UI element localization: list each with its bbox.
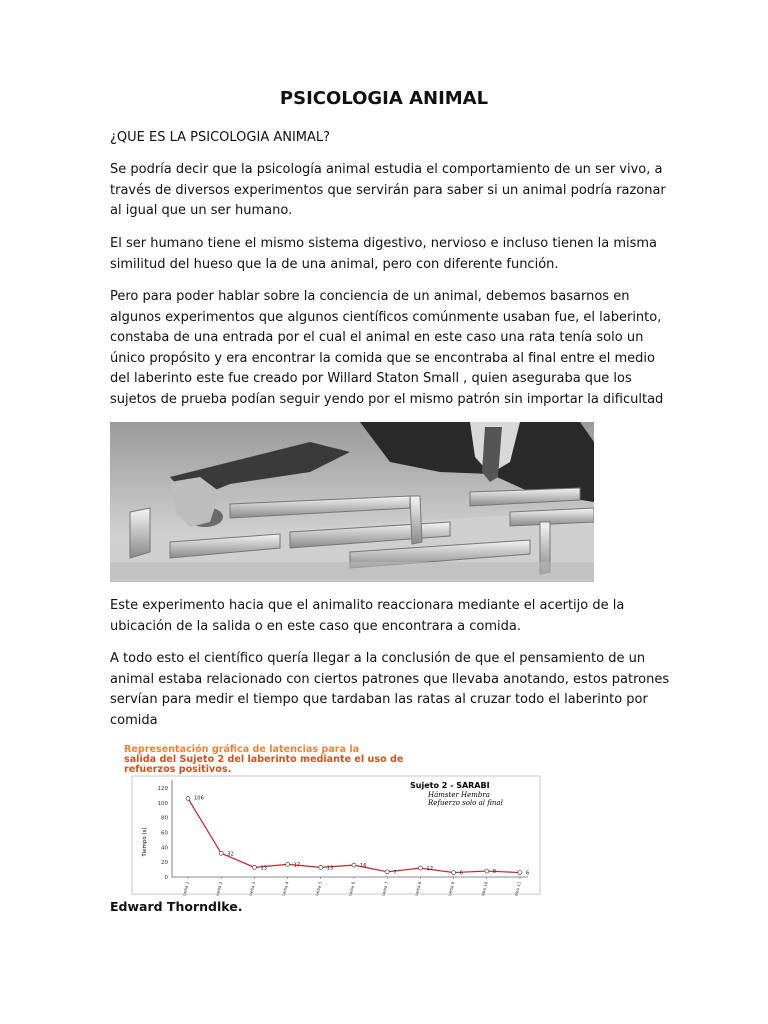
data-point <box>252 865 256 869</box>
y-tick-label: 20 <box>161 860 168 867</box>
x-tick-label: Prueba 6 <box>346 880 356 896</box>
data-label: 32 <box>227 851 234 858</box>
paragraph-3: Pero para poder hablar sobre la conciencia de un animal, debemos basarnos en algunos experimentos que algunos científicos comúnmente usaban fue, el laberinto, constaba de una entrada por el cual el animal en este caso una rata tenía solo un único propósito y era encontrar la comida que se encontraba al final entre el medio del laberinto este fue creado por Willard Staton Small , quien aseguraba que los sujetos de prueba podían seguir yendo por el mismo patrón sin importar la dificultad <box>110 289 664 407</box>
image-caption: Edward Thorndlke. <box>110 899 243 914</box>
data-label: 6 <box>526 870 530 877</box>
y-tick-label: 60 <box>161 830 168 837</box>
data-label: 13 <box>326 865 334 872</box>
chart-title-line-2: salida del Sujeto 2 del laberinto mediante el uso de <box>124 754 404 765</box>
chart-title <box>124 743 407 775</box>
paragraph-1: Se podría decir que la psicología animal estudia el comportamiento de un ser vivo, a través de diversos experimentos que servirán para saber si un animal podría razonar al igual que un ser humano. <box>110 162 666 218</box>
data-label: 8 <box>492 869 497 876</box>
data-point <box>418 866 422 870</box>
x-tick-label: Prueba 1 <box>180 880 190 896</box>
x-tick-label: Prueba 11 <box>511 880 522 896</box>
section-question: ¿QUE ES LA PSICOLOGIA ANIMAL? <box>110 130 331 145</box>
data-label: 6 <box>459 870 463 877</box>
data-point <box>286 862 290 866</box>
legend-line-2: Refuerzo solo al final <box>428 799 503 807</box>
y-tick-label: 0 <box>164 875 168 881</box>
data-label: 7 <box>393 869 397 876</box>
data-point <box>385 870 389 874</box>
data-point <box>319 865 323 869</box>
data-point <box>485 869 489 873</box>
data-point <box>186 796 190 800</box>
legend-line-1: Hámster Hembra <box>428 791 490 799</box>
data-label: 17 <box>293 862 301 869</box>
paragraph-5: A todo esto el científico quería llegar a la conclusión de que el pensamiento de un animal estaba relacionado con ciertos patrones que llevaba anotando, estos patrones servían para medir el tiempo que tardaban las ratas al cruzar todo el laberinto por comida <box>110 651 670 728</box>
page-title: PSICOLOGIA ANIMAL <box>279 88 489 109</box>
x-tick-label: Prueba 8 <box>412 880 423 896</box>
maze-photo-illustration <box>110 422 594 582</box>
series-line <box>188 798 520 872</box>
y-tick-label: 80 <box>161 815 168 822</box>
x-tick-label: Prueba 7 <box>379 880 390 896</box>
chart-title-line-3: refuerzos positivos. <box>124 764 232 775</box>
data-label: 12 <box>426 866 434 873</box>
data-point <box>219 851 223 855</box>
latency-chart <box>110 740 542 896</box>
y-tick-label: 100 <box>157 800 168 807</box>
x-tick-label: Prueba 10 <box>478 880 489 896</box>
x-tick-label: Prueba 2 <box>213 880 224 896</box>
paragraph-4: Este experimento hacia que el animalito reaccionara mediante el acertijo de la ubicación de la salida o en este caso que encontrara a comida. <box>110 598 625 634</box>
data-label: 16 <box>360 863 367 870</box>
y-axis-label: Tiempo (s) <box>142 827 148 857</box>
legend-title: Sujeto 2 - SARABI <box>410 781 490 790</box>
x-tick-label: Prueba 9 <box>445 880 456 896</box>
maze-photo <box>110 422 594 582</box>
x-tick-label: Prueba 4 <box>279 880 290 896</box>
paragraph-2: El ser humano tiene el mismo sistema digestivo, nervioso e incluso tienen la misma similitud del hueso que la de una animal, pero con diferente función. <box>110 236 658 272</box>
data-point <box>452 871 456 875</box>
data-point <box>352 863 356 867</box>
y-tick-label: 120 <box>157 786 168 792</box>
x-tick-label: Prueba 5 <box>313 880 323 896</box>
x-tick-label: Prueba 3 <box>246 880 257 896</box>
data-point <box>518 871 522 875</box>
data-label: 13 <box>260 865 268 872</box>
y-tick-label: 40 <box>161 845 168 852</box>
chart-title-line-1: Representación gráfica de latencias para la <box>124 744 360 755</box>
latency-chart-svg <box>110 740 542 896</box>
data-label: 106 <box>194 795 204 802</box>
